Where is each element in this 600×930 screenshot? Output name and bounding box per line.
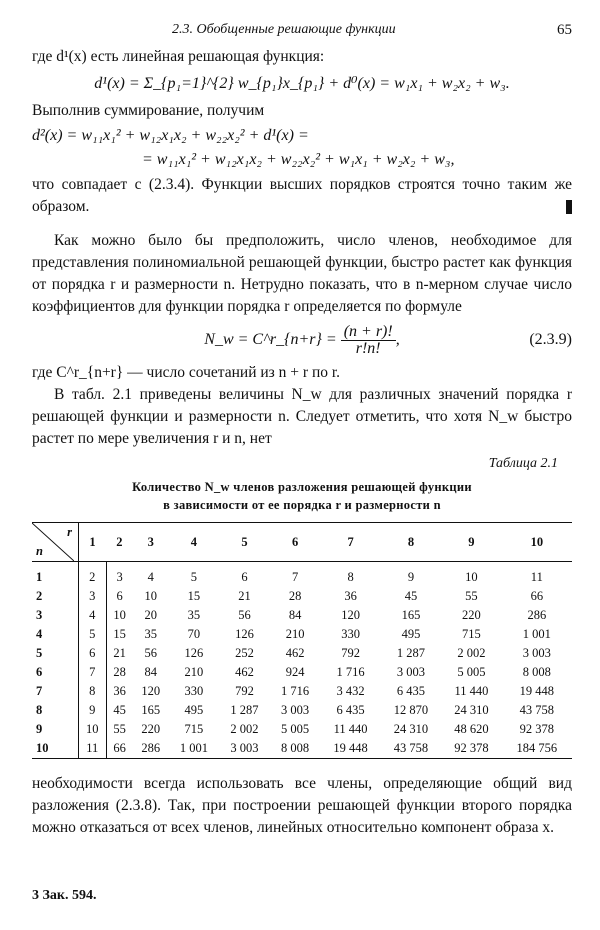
table-cell: 1 716 [281,684,310,698]
table-cell: 924 [285,665,305,679]
formula-nw-lhs: N_w = C^r_{n+r} = [204,331,337,348]
table-row [32,606,572,625]
table-column-header: 6 [270,523,321,562]
table-cell: 165 [141,703,161,717]
table-row-header: 8 [32,701,79,720]
table-cell: 286 [527,608,547,622]
table-cell: 120 [341,608,360,622]
table-column-header: 4 [169,523,220,562]
formula-quadratic-line2: = w₁₁x₁² + w₁₂x₁x₂ + w₂₂x₂² + w₁x₁ + w₂x₂ + w₃, [142,151,455,168]
table-cell: 286 [133,739,169,759]
table-cell: 24 310 [454,703,489,717]
table-cell: 45 [404,589,418,603]
table-cell: 48 620 [454,722,489,736]
table-cell: 9 [79,701,107,720]
table-cell: 10 [113,608,126,622]
formula-nw-fraction [341,324,396,357]
table-cell: 10 [465,570,478,584]
formula-nw-denominator: r!n! [355,339,381,357]
formula-quadratic [32,124,572,172]
table-cell: 19 448 [519,684,554,698]
table-cell: 11 440 [454,684,489,698]
table-cell: 70 [187,627,201,641]
table-row-header: 1 [32,562,79,588]
table-cell: 3 003 [219,739,270,759]
table-header-row [32,523,572,562]
table-caption: Таблица 2.1 [488,456,558,471]
table-cell: 5 [190,570,198,584]
table-cell: 462 [235,665,254,679]
paragraph-conclusion: необходимости всегда использовать все члены, определяющие общий вид разложения (2.3.8). Так, при построении решающей функции второго порядка можно отказаться от всех членов, линейных относительно компонент образа x. [32,775,572,836]
formula-nw-numerator: (n + r)! [341,324,396,341]
paragraph-combinations: где C^r_{n+r} — число сочетаний из n + r по r. [32,364,341,381]
table-row [32,682,572,701]
table-cell: 11 [530,570,543,584]
table-cell: 66 [530,589,544,603]
paragraph-coincides-text: что совпадает с (2.3.4). Функции высших порядков строятся точно таким же образом. [32,176,572,215]
table-cell: 28 [288,589,302,603]
table-cell: 8 008 [522,665,551,679]
table-cell: 1 287 [230,703,259,717]
table-title [32,478,572,514]
table-cell: 8 008 [270,739,321,759]
paragraph-intro: где d¹(x) есть линейная решающая функция: [32,48,325,65]
table-title-line2: в зависимости от ее порядка r и размерности n [163,498,441,512]
table-cell: 184 756 [502,739,572,759]
table-column-header: 2 [106,523,133,562]
table-cell: 2 002 [230,722,259,736]
table-row [32,587,572,606]
table-cell: 10 [79,720,107,739]
table-cell: 126 [235,627,254,641]
table-cell: 792 [341,646,360,660]
table-cell: 15 [113,627,126,641]
table-cell: 330 [341,627,360,641]
table-cell: 330 [184,684,204,698]
table-cell: 5 005 [281,722,310,736]
table-cell: 9 [407,570,415,584]
formula-quadratic-line1: d²(x) = w₁₁x₁² + w₁₂x₁x₂ + w₂₂x₂² + d¹(x) = [32,127,309,144]
table-cell: 11 440 [333,722,368,736]
table-cell: 210 [285,627,305,641]
table-cell: 1 716 [336,665,365,679]
paragraph-growth: Как можно было бы предположить, число членов, необходимое для представления полиномиальной решающей функции, быстро растет как функция от порядка r и размерности n. Нетрудно показать, что в n-мерном случае число коэффициентов для функции порядка r определяется по формуле [32,232,572,315]
table-cell: 21 [113,646,126,660]
table-row [32,663,572,682]
table-cell: 56 [238,608,251,622]
running-header [32,18,572,46]
table-cell: 84 [144,665,157,679]
corner-r-label: r [67,525,72,539]
corner-n-label: n [36,544,43,558]
table-row [32,562,572,588]
table-cell: 4 [79,606,107,625]
table-cell: 8 [347,570,354,584]
table-row-header: 10 [32,739,79,759]
equation-number: (2.3.9) [529,331,572,348]
table-cell: 12 870 [393,703,429,717]
table-cell: 1 287 [396,646,426,660]
table-cell: 66 [106,739,133,759]
table-cell: 220 [462,608,481,622]
table-cell: 6 [241,570,248,584]
coefficients-table [32,522,572,759]
table-row-header: 3 [32,606,79,625]
table-cell: 2 [79,562,107,588]
table-cell: 24 310 [393,722,429,736]
table-row [32,625,572,644]
table-column-header: 3 [133,523,169,562]
table-cell: 35 [187,608,201,622]
table-cell: 35 [144,627,157,641]
table-cell: 6 435 [336,703,365,717]
page-number: 65 [557,22,572,38]
end-of-proof-mark [566,200,572,214]
table-cell: 36 [344,589,357,603]
table-cell: 21 [238,589,251,603]
table-cell: 220 [141,722,161,736]
page [32,18,572,839]
paragraph-summation: Выполнив суммирование, получим [32,102,265,119]
formula-nw [32,322,572,358]
table-cell: 20 [144,608,157,622]
table-cell: 3 003 [281,703,310,717]
table-column-header: 10 [502,523,572,562]
table-cell: 165 [401,608,421,622]
table-cell: 3 432 [336,684,365,698]
table-cell: 7 [79,663,107,682]
table-column-header: 7 [320,523,380,562]
table-cell: 3 [116,570,123,584]
table-cell: 43 758 [381,739,441,759]
table-title-line1: Количество N_w членов разложения решающей функции [132,480,472,494]
table-row [32,720,572,739]
table-cell: 3 003 [522,646,551,660]
table-cell: 462 [285,646,305,660]
table-cell: 6 435 [396,684,426,698]
table-cell: 120 [141,684,161,698]
table-cell: 4 [147,570,154,584]
table-cell: 210 [184,665,204,679]
table-cell: 3 [79,587,107,606]
table-cell: 43 758 [519,703,554,717]
table-cell: 11 [79,739,107,759]
table-cell: 84 [288,608,302,622]
table-cell: 5 005 [457,665,486,679]
formula-nw-tail: , [395,331,400,348]
table-corner-cell [32,523,79,562]
table-cell: 28 [113,665,126,679]
table-cell: 15 [187,589,201,603]
table-cell: 36 [113,684,126,698]
table-column-header: 5 [219,523,270,562]
table-row-header: 6 [32,663,79,682]
table-cell: 92 378 [441,739,501,759]
table-cell: 252 [235,646,254,660]
table-cell: 55 [465,589,478,603]
table-cell: 45 [113,703,126,717]
table-cell: 495 [401,627,421,641]
table-row-header: 7 [32,682,79,701]
table-row [32,644,572,663]
table-cell: 6 [79,644,107,663]
paragraph-coincides [32,174,572,218]
table-cell: 126 [184,646,204,660]
table-cell: 7 [291,570,299,584]
table-cell: 715 [462,627,481,641]
formula-linear: d¹(x) = Σ_{p₁=1}^{2} w_{p₁}x_{p₁} + d⁰(x) = w₁x₁ + w₂x₂ + w₃. [94,75,510,92]
table-cell: 5 [79,625,107,644]
table-cell: 792 [235,684,254,698]
table-cell: 56 [144,646,157,660]
footer-signature: 3 Зак. 594. [32,888,97,903]
table-row [32,739,572,759]
table-cell: 6 [116,589,123,603]
table-cell: 2 002 [457,646,486,660]
table-cell: 19 448 [320,739,380,759]
table-column-header: 8 [381,523,441,562]
table-row-header: 5 [32,644,79,663]
table-row-header: 2 [32,587,79,606]
table-cell: 1 001 [522,627,551,641]
table-cell: 10 [144,589,157,603]
table-row [32,701,572,720]
table-cell: 55 [113,722,126,736]
table-cell: 495 [184,703,204,717]
table-column-header: 9 [441,523,501,562]
table-row-header: 4 [32,625,79,644]
table-cell: 715 [184,722,204,736]
table-body [32,562,572,759]
table-cell: 92 378 [519,722,554,736]
table-column-header: 1 [79,523,107,562]
table-cell: 8 [79,682,107,701]
table-cell: 3 003 [396,665,426,679]
table-cell: 1 001 [169,739,220,759]
table-row-header: 9 [32,720,79,739]
header-title: 2.3. Обобщенные решающие функции [172,22,396,37]
paragraph-table-intro: В табл. 2.1 приведены величины N_w для различных значений порядка r решающей функции и размерности n. Следует отметить, что хотя N_w быстро растет по мере увеличения r и n, нет [32,386,572,447]
